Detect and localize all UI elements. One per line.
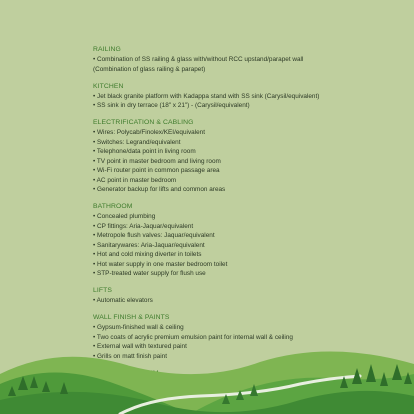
- item-list: [93, 55, 393, 74]
- list-item: • TV point in master bedroom and living room: [93, 157, 221, 165]
- list-item: • Concealed plumbing: [93, 213, 156, 220]
- section-heading: RAILING: [93, 46, 121, 53]
- list-item: • Hot and cold mixing diverter in toilets: [93, 251, 202, 258]
- list-item: • Wires: Polycab/Finolex/KEI/equivalent: [93, 129, 205, 136]
- list-item: • Telephone/data point in living room: [93, 148, 196, 155]
- list-item: • Metropole flush valves: Jaquar/equivalent: [93, 232, 215, 239]
- section-heading: KITCHEN: [93, 82, 124, 90]
- list-item: • SS sink in dry terrace (18" x 21") - (Carysil/equivalent): [93, 102, 250, 109]
- list-item: • Grills on matt finish paint: [93, 352, 167, 360]
- section-heading: ELECTRIFICATION & CABLING: [93, 119, 194, 126]
- list-item: • AC point in master bedroom: [93, 176, 177, 184]
- section-lifts: [93, 286, 393, 306]
- section-heading: BATHROOM: [93, 203, 133, 210]
- section-heading: LIFTS: [93, 287, 113, 294]
- section-electrification: [93, 118, 393, 195]
- list-item: • CP fittings: Aria-Jaquar/equivalent: [93, 222, 194, 230]
- list-item: • External wall with textured paint: [93, 343, 187, 350]
- hills-landscape-illustration: [0, 304, 414, 414]
- list-item: • Hot water supply in one master bedroom toilet: [93, 260, 228, 268]
- list-item: • Sanitarywares: Aria-Jaquar/equivalent: [93, 241, 205, 249]
- list-item: • Switches: Legrand/equivalent: [93, 138, 181, 146]
- item-list: [93, 212, 393, 279]
- item-list: [93, 128, 393, 195]
- item-list: [93, 92, 393, 111]
- section-bathroom: [93, 202, 393, 279]
- list-item: • Generator backup for lifts and common areas: [93, 186, 226, 193]
- section-railing: [93, 45, 393, 74]
- list-item: • Combination of SS railing & glass with/without RCC upstand/parapet wall (Combination of glass railing & parapet): [93, 56, 304, 73]
- section-heading: WALL FINISH & PAINTS: [93, 314, 170, 321]
- list-item: • Gypsum-finished wall & ceiling: [93, 324, 184, 331]
- list-item: • Two coats of acrylic premium emulsion paint for internal wall & ceiling: [93, 333, 293, 341]
- list-item: • Wi-Fi router point in common passage area: [93, 167, 220, 174]
- list-item: • Jet black granite platform with Kadappa stand with SS sink (Carysil/equivalent): [93, 92, 320, 100]
- list-item: • Automatic elevators: [93, 297, 153, 304]
- list-item: • STP-treated water supply for flush use: [93, 270, 206, 277]
- section-kitchen: [93, 82, 393, 111]
